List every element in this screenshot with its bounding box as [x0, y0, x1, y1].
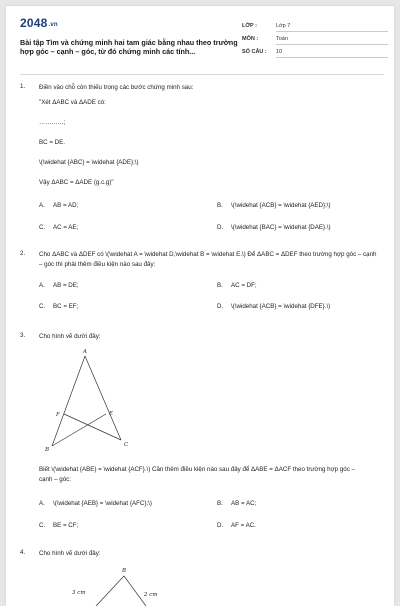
proof-line: BC = DE.: [39, 139, 65, 146]
meta-class-value: Lớp 7: [276, 23, 388, 32]
meta-subject-value: Toán: [276, 36, 388, 45]
meta-subject: [242, 34, 388, 47]
q1-option-c[interactable]: C. AC = AE;: [39, 224, 79, 231]
segment-be: [52, 414, 106, 446]
meta-class: [242, 21, 388, 34]
vertex-b-label: B: [45, 447, 50, 453]
segment-right: [124, 576, 146, 606]
q3-option-c[interactable]: C. BE = CF;: [39, 522, 79, 529]
question-text: Cho hình vẽ dưới đây:: [39, 333, 101, 340]
worksheet-header: [20, 16, 388, 68]
question-text: Cho ΔABC và ΔDEF có \(\widehat A = \widehat D,\widehat B = \widehat E.\) Để ΔABC = ΔDEF theo trường hợp góc – cạnh – góc thì phải thêm điều kiện nào sau đây:: [39, 251, 377, 268]
document-page: [6, 6, 394, 606]
q3-option-a[interactable]: A. \(\widehat {AEB} = \widehat {AFC};\): [39, 500, 152, 507]
question-text: Cho hình vẽ dưới đây:: [39, 550, 101, 557]
q2-option-d[interactable]: D. \(\widehat {ACB} = \widehat {DFE}.\): [217, 303, 331, 310]
q1-option-d[interactable]: D. \(\widehat {BAC} = \widehat {DAE}.\): [217, 224, 331, 231]
q2-option-b[interactable]: B. AC = DF;: [217, 282, 257, 289]
q3-option-b[interactable]: B. AB = AC;: [217, 500, 257, 507]
triangle-b-diagram: [66, 562, 186, 606]
meta-count-value: 10: [276, 49, 388, 58]
segment-ab: [52, 356, 85, 446]
question-number: 3.: [20, 332, 26, 339]
segment-cf: [64, 414, 121, 440]
meta-class-label: LỚP :: [242, 23, 257, 29]
question-text: Điền vào chỗ còn thiếu trong các bước chứng minh sau:: [39, 84, 194, 91]
header-divider: [20, 74, 384, 75]
question-number: 4.: [20, 549, 26, 556]
proof-line: Vậy ΔABC = ΔADE (g.c.g)": [39, 179, 114, 186]
vertex-b-label: B: [122, 568, 127, 574]
question-number: 1.: [20, 83, 26, 90]
segment-left: [96, 576, 124, 606]
meta-count-label: SỐ CÂU :: [242, 49, 267, 55]
worksheet-title: Bài tập Tìm và chứng minh hai tam giác bằng nhau theo trường hợp góc – cạnh – góc, từ đó chứng minh các tính...: [20, 38, 238, 56]
proof-line: "Xét ΔABC và ΔADE có:: [39, 99, 106, 106]
question-3-condition: Biết \(\widehat {ABE} = \widehat {ACF}.\) Cần thêm điều kiện nào sau đây để ΔABE = ΔACF theo trường hợp góc – cạnh – góc:: [39, 466, 355, 483]
q2-option-a[interactable]: A. AB = DE;: [39, 282, 79, 289]
meta-count: [242, 47, 388, 60]
question-number: 2.: [20, 250, 26, 257]
q1-option-a[interactable]: A. AB = AD;: [39, 202, 79, 209]
proof-blank-line: …………;: [39, 119, 66, 126]
q1-option-b[interactable]: B. \(\widehat {ACB} = \widehat {AED};\): [217, 202, 331, 209]
vertex-a-label: A: [83, 349, 87, 355]
q2-option-c[interactable]: C. BC = EF;: [39, 303, 79, 310]
triangle-abc-diagram: [40, 346, 140, 458]
site-logo[interactable]: 2048.vn: [20, 16, 58, 30]
worksheet-meta: [242, 21, 388, 60]
vertex-e-label: E: [109, 411, 114, 417]
vertex-c-label: C: [124, 442, 129, 448]
q3-option-d[interactable]: D. AF = AC.: [217, 522, 256, 529]
vertex-f-label: F: [56, 412, 60, 418]
side-length-left-label: 3 cm: [72, 590, 86, 596]
proof-line: \(\widehat {ABC} = \widehat {ADE};\): [39, 159, 139, 166]
side-length-right-label: 2 cm: [144, 592, 158, 598]
segment-ac: [85, 356, 121, 440]
meta-subject-label: MÔN :: [242, 36, 259, 42]
